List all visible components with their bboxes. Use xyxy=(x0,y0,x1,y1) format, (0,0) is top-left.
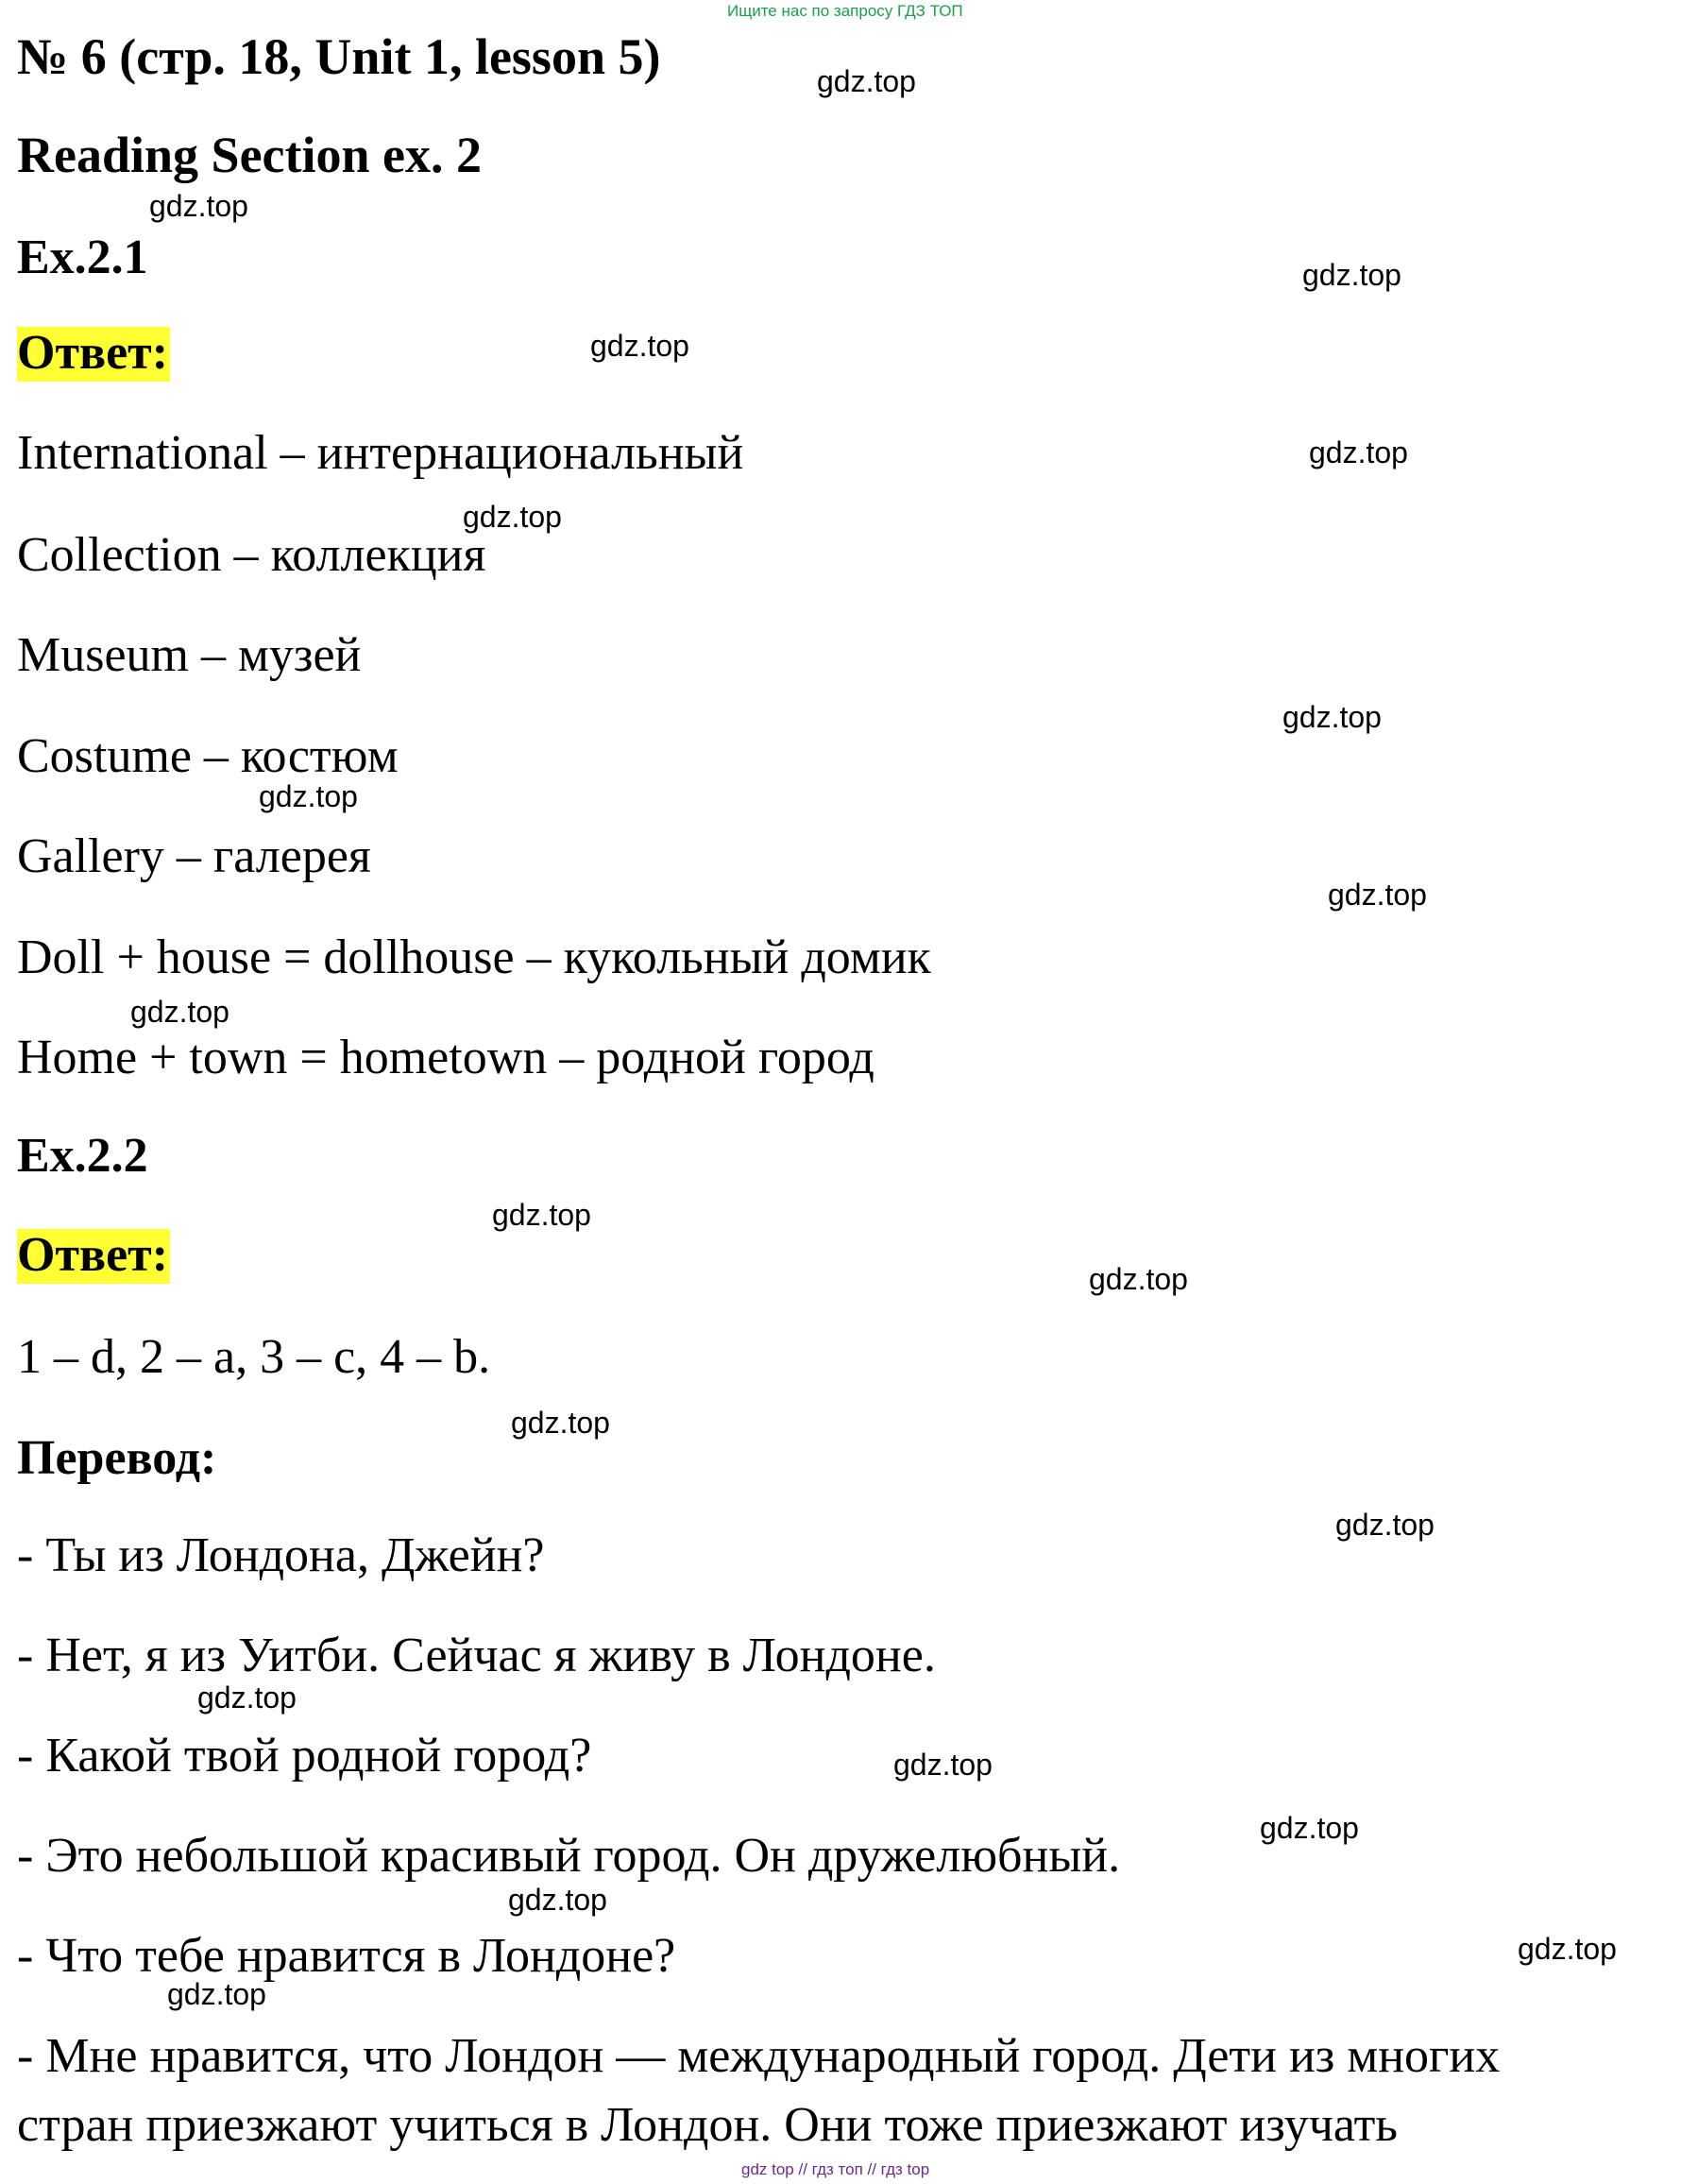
answer-text: 1 – d, 2 – a, 3 – c, 4 – b. xyxy=(17,1330,491,1384)
dialogue-line: - Ты из Лондона, Джейн? xyxy=(17,1528,545,1582)
section-heading: Reading Section ex. 2 xyxy=(17,127,482,183)
watermark: gdz.top xyxy=(1089,1262,1188,1296)
vocab-line: Costume – костюм xyxy=(17,729,399,783)
watermark: gdz.top xyxy=(197,1681,297,1715)
dialogue-line: - Что тебе нравится в Лондоне? xyxy=(17,1929,676,1983)
dialogue-line: - Какой твой родной город? xyxy=(17,1729,592,1783)
exercise-heading-2-1: Ex.2.1 xyxy=(17,230,148,284)
watermark: gdz.top xyxy=(893,1748,993,1782)
vocab-line: Gallery – галерея xyxy=(17,829,371,883)
watermark: gdz.top xyxy=(817,64,916,98)
dialogue-line: - Это небольшой красивый город. Он дружелюбный. xyxy=(17,1829,1121,1883)
watermark: gdz.top xyxy=(259,779,358,813)
watermark: gdz.top xyxy=(1328,878,1427,912)
vocab-line: International – интернациональный xyxy=(17,426,744,480)
footer-watermark: gdz top // гдз топ // гдз top xyxy=(741,2160,930,2178)
vocab-line: Collection – коллекция xyxy=(17,528,486,582)
watermark: gdz.top xyxy=(511,1406,610,1440)
vocab-line: Doll + house = dollhouse – кукольный домик xyxy=(17,930,931,984)
vocab-line: Museum – музей xyxy=(17,628,362,682)
watermark: gdz.top xyxy=(149,189,248,223)
answer-label: Ответ: xyxy=(17,326,169,380)
translation-heading: Перевод: xyxy=(17,1431,217,1485)
exercise-heading-2-2: Ex.2.2 xyxy=(17,1129,148,1183)
watermark: gdz.top xyxy=(1335,1508,1435,1542)
vocab-line: Home + town = hometown – родной город xyxy=(17,1031,874,1084)
watermark: gdz.top xyxy=(508,1883,607,1917)
watermark: gdz.top xyxy=(130,995,229,1029)
dialogue-line: - Нет, я из Уитби. Сейчас я живу в Лондоне. xyxy=(17,1629,936,1682)
watermark: gdz.top xyxy=(463,500,562,534)
watermark: gdz.top xyxy=(1282,700,1382,734)
watermark: gdz.top xyxy=(1309,435,1408,469)
answer-label: Ответ: xyxy=(17,1228,169,1282)
watermark: gdz.top xyxy=(1260,1811,1359,1845)
watermark: gdz.top xyxy=(1518,1932,1617,1966)
watermark: gdz.top xyxy=(590,329,689,363)
watermark: gdz.top xyxy=(167,1977,266,2011)
dialogue-line: стран приезжают учиться в Лондон. Они тоже приезжают изучать xyxy=(17,2098,1399,2152)
watermark: gdz.top xyxy=(492,1198,591,1232)
top-search-note: Ищите нас по запросу ГДЗ ТОП xyxy=(727,2,963,20)
dialogue-line: - Мне нравится, что Лондон — международный город. Дети из многих xyxy=(17,2029,1501,2083)
page-title: № 6 (стр. 18, Unit 1, lesson 5) xyxy=(17,28,661,85)
watermark: gdz.top xyxy=(1302,258,1401,292)
